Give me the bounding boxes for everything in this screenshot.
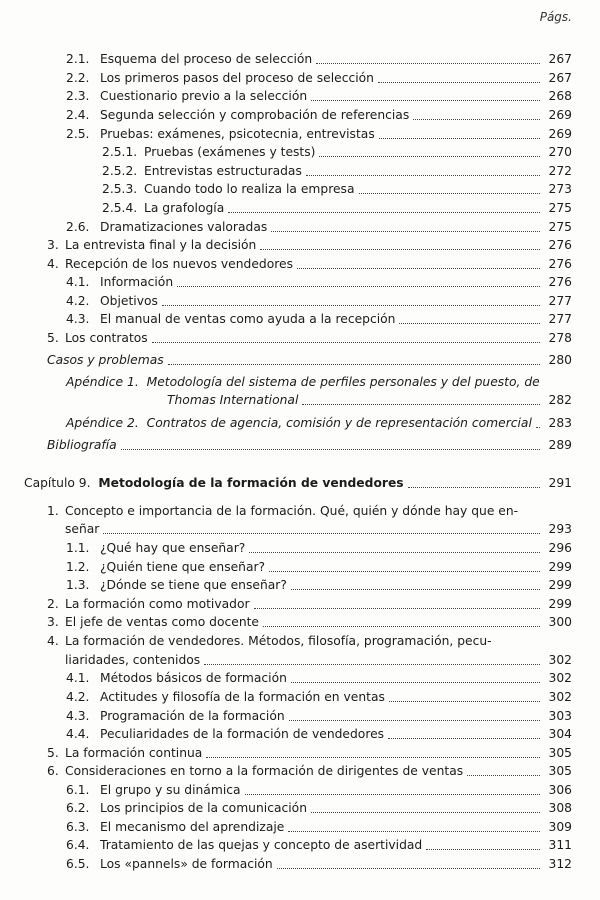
- toc-entry-number: 1.1.: [66, 541, 90, 555]
- toc-entry: [47, 353, 572, 368]
- dot-leader: [254, 607, 540, 609]
- toc-entry-title: Segunda selección y comprobación de referencias: [100, 108, 410, 122]
- toc-entry-page: 275: [548, 220, 572, 234]
- page-header-label: Págs.: [539, 10, 572, 24]
- dot-leader: [413, 118, 540, 120]
- toc-entry-page: 299: [548, 597, 572, 611]
- toc-entry-title: ¿Quién tiene que enseñar?: [100, 560, 266, 574]
- dot-leader: [388, 737, 540, 739]
- toc-entry-page: 276: [548, 257, 572, 271]
- toc-entry-title-continued: señar: [65, 522, 100, 536]
- toc-entry: [47, 764, 572, 779]
- toc-entry-title: Programación de la formación: [100, 709, 285, 723]
- toc-entry-number: 4.: [47, 634, 59, 648]
- toc-entry-page: 277: [548, 312, 572, 326]
- toc-entry: [66, 541, 572, 556]
- toc-entry-number: 1.: [47, 504, 59, 518]
- toc-entry: [66, 709, 572, 724]
- dot-leader: [311, 811, 540, 813]
- toc-entry-number: 5.: [47, 746, 59, 760]
- toc-entry-page: 302: [548, 690, 572, 704]
- dot-leader: [316, 62, 540, 64]
- toc-entry-page: 273: [548, 182, 572, 196]
- toc-entry-title: Actitudes y filosofía de la formación en ventas: [100, 690, 385, 704]
- toc-entry-title: Los «pannels» de formación: [100, 857, 273, 871]
- toc-entry-title: La grafología: [144, 201, 225, 215]
- dot-leader: [399, 322, 540, 324]
- dot-leader: [379, 137, 540, 139]
- toc-entry: [66, 71, 572, 86]
- toc-entry: [66, 838, 572, 853]
- toc-entry-title: Los contratos: [65, 331, 148, 345]
- toc-entry-title: Pruebas (exámenes y tests): [144, 145, 316, 159]
- toc-entry-number: 2.2.: [66, 71, 90, 85]
- toc-entry-page: 277: [548, 294, 572, 308]
- dot-leader: [536, 426, 540, 428]
- toc-entry: [66, 857, 572, 872]
- toc-entry: [47, 331, 572, 346]
- toc-entry-number: 2.5.1.: [102, 145, 138, 159]
- toc-entry: [66, 690, 572, 705]
- toc-entry-number: 4.2.: [66, 690, 90, 704]
- toc-entry-number: 2.5.4.: [102, 201, 138, 215]
- toc-entry-page: 306: [548, 783, 572, 797]
- toc-entry-page: 304: [548, 727, 572, 741]
- toc-entry: [66, 127, 572, 142]
- toc-entry-multiline: [47, 634, 492, 649]
- toc-entry-title: Cuestionario previo a la selección: [100, 89, 308, 103]
- dot-leader: [378, 81, 540, 83]
- toc-entry-title: Tratamiento de las quejas y concepto de asertividad: [100, 838, 423, 852]
- toc-entry-number: 6.2.: [66, 801, 90, 815]
- dot-leader: [271, 230, 540, 232]
- toc-entry-number: 2.5.2.: [102, 164, 138, 178]
- toc-entry-page: 267: [548, 71, 572, 85]
- dot-leader: [204, 663, 540, 665]
- toc-entry-number: 4.4.: [66, 727, 90, 741]
- toc-entry-page: 305: [548, 764, 572, 778]
- toc-entry-title: Peculiaridades de la formación de vendedores: [100, 727, 385, 741]
- toc-entry-title: Métodos básicos de formación: [100, 671, 287, 685]
- toc-entry: [102, 182, 572, 197]
- toc-entry-page: 267: [548, 52, 572, 66]
- toc-entry-title: El mecanismo del aprendizaje: [100, 820, 285, 834]
- toc-entry-page: 283: [548, 416, 572, 430]
- toc-entry-page: 296: [548, 541, 572, 555]
- toc-entry-number: 2.3.: [66, 89, 90, 103]
- toc-entry-page: 278: [548, 331, 572, 345]
- toc-entry-number: 5.: [47, 331, 59, 345]
- toc-entry: [47, 238, 572, 253]
- toc-entry-number: 6.4.: [66, 838, 90, 852]
- toc-entry-page: 269: [548, 108, 572, 122]
- toc-entry-page: 291: [548, 476, 572, 490]
- toc-entry: [102, 164, 572, 179]
- dot-leader: [426, 848, 540, 850]
- toc-entry: [66, 312, 572, 327]
- toc-entry-title-continued: Thomas International: [167, 393, 299, 407]
- toc-entry-title: Información: [100, 275, 174, 289]
- toc-entry-page: 303: [548, 709, 572, 723]
- toc-entry: [66, 108, 572, 123]
- toc-entry-number: 2.5.: [66, 127, 90, 141]
- dot-leader: [121, 448, 540, 450]
- toc-entry-title: El grupo y su dinámica: [100, 783, 241, 797]
- toc-entry-number: 1.2.: [66, 560, 90, 574]
- dot-leader: [162, 304, 540, 306]
- toc-entry-number: 2.5.3.: [102, 182, 138, 196]
- dot-leader: [319, 155, 540, 157]
- dot-leader: [168, 363, 540, 365]
- dot-leader: [291, 681, 540, 683]
- toc-entry-number: 4.3.: [66, 312, 90, 326]
- toc-entry-multiline: [47, 504, 518, 519]
- toc-entry: [66, 578, 572, 593]
- dot-leader: [288, 830, 540, 832]
- toc-entry-number: Capítulo 9.: [24, 476, 91, 490]
- toc-entry-number: 3.: [47, 615, 59, 629]
- toc-entry-number: 6.: [47, 764, 59, 778]
- toc-entry-page: 312: [548, 857, 572, 871]
- toc-entry-page: 280: [548, 353, 572, 367]
- toc-entry-page: 270: [548, 145, 572, 159]
- toc-entry-title: Dramatizaciones valoradas: [100, 220, 268, 234]
- toc-entry: [47, 746, 572, 761]
- toc-entry-title: Los principios de la comunicación: [100, 801, 307, 815]
- dot-leader: [245, 793, 540, 795]
- toc-entry-title: Esquema del proceso de selección: [100, 52, 313, 66]
- toc-entry: [66, 52, 572, 67]
- toc-entry-page: 308: [548, 801, 572, 815]
- dot-leader: [297, 267, 540, 269]
- toc-entry-number: 4.1.: [66, 671, 90, 685]
- toc-entry-number: 4.1.: [66, 275, 90, 289]
- toc-entry-page: 309: [548, 820, 572, 834]
- toc-entry: [66, 801, 572, 816]
- toc-entry-page: 300: [548, 615, 572, 629]
- toc-entry-page: 289: [548, 438, 572, 452]
- toc-entry-appendix-1: [66, 375, 540, 390]
- toc-entry: [66, 820, 572, 835]
- toc-entry: [102, 145, 572, 160]
- toc-entry-number: Apéndice 1.: [66, 375, 139, 389]
- toc-entry: [47, 615, 572, 630]
- toc-entry-number: 3.: [47, 238, 59, 252]
- toc-entry-page: 282: [548, 393, 572, 407]
- dot-leader: [269, 570, 540, 572]
- toc-entry-page: 276: [548, 238, 572, 252]
- toc-entry: [66, 560, 572, 575]
- toc-chapter-heading: [24, 476, 572, 491]
- dot-leader: [389, 700, 540, 702]
- toc-entry-page: 311: [548, 838, 572, 852]
- toc-entry-title: Contratos de agencia, comisión y de representación comercial: [146, 416, 532, 430]
- dot-leader: [103, 532, 540, 534]
- dot-leader: [289, 719, 540, 721]
- dot-leader: [177, 285, 540, 287]
- toc-entry-page: 302: [548, 671, 572, 685]
- toc-entry-title: Recepción de los nuevos vendedores: [65, 257, 293, 271]
- dot-leader: [249, 551, 540, 553]
- dot-leader: [206, 756, 540, 758]
- toc-entry-number: 6.3.: [66, 820, 90, 834]
- toc-entry-number: 2.: [47, 597, 59, 611]
- toc-entry-title: ¿Qué hay que enseñar?: [100, 541, 246, 555]
- toc-entry-number: Apéndice 2.: [66, 416, 139, 430]
- toc-entry-number: 2.4.: [66, 108, 90, 122]
- toc-entry: [66, 294, 572, 309]
- toc-entry-page: 272: [548, 164, 572, 178]
- dot-leader: [302, 403, 540, 405]
- toc-entry-page: 302: [548, 653, 572, 667]
- toc-entry-title: La entrevista final y la decisión: [65, 238, 257, 252]
- dot-leader: [152, 341, 540, 343]
- toc-entry-title: Metodología del sistema de perfiles personales y del puesto, de: [146, 375, 540, 389]
- toc-entry: [66, 89, 572, 104]
- toc-entry-title: Bibliografía: [47, 438, 117, 452]
- dot-leader: [291, 588, 540, 590]
- toc-entry-title: La formación como motivador: [65, 597, 250, 611]
- toc-entry-number: 2.1.: [66, 52, 90, 66]
- toc-entry-title: Los primeros pasos del proceso de selección: [100, 71, 374, 85]
- toc-entry-title: Concepto e importancia de la formación. Qué, quién y dónde hay que en-: [65, 504, 519, 518]
- toc-entry-page: 299: [548, 560, 572, 574]
- toc-entry-page: 293: [548, 522, 572, 536]
- dot-leader: [260, 248, 540, 250]
- toc-entry: [47, 257, 572, 272]
- toc-entry-page: 299: [548, 578, 572, 592]
- toc-entry-page: 276: [548, 275, 572, 289]
- toc-entry-title: Entrevistas estructuradas: [144, 164, 302, 178]
- toc-entry-title: La formación de vendedores. Métodos, filosofía, programación, pecu-: [65, 634, 492, 648]
- toc-entry-number: 4.2.: [66, 294, 90, 308]
- toc-entry-page: 268: [548, 89, 572, 103]
- toc-entry-title: Metodología de la formación de vendedores: [98, 476, 404, 490]
- toc-entry-number: 6.1.: [66, 783, 90, 797]
- toc-entry: [47, 597, 572, 612]
- dot-leader: [467, 774, 540, 776]
- dot-leader: [311, 99, 540, 101]
- toc-entry: [102, 201, 572, 216]
- toc-entry-title: Cuando todo lo realiza la empresa: [144, 182, 355, 196]
- toc-entry: [65, 522, 572, 537]
- dot-leader: [408, 486, 540, 488]
- toc-entry: [65, 653, 572, 668]
- toc-entry-number: 4.: [47, 257, 59, 271]
- toc-entry-number: 4.3.: [66, 709, 90, 723]
- dot-leader: [359, 192, 541, 194]
- toc-entry-number: 6.5.: [66, 857, 90, 871]
- toc-entry-page: 269: [548, 127, 572, 141]
- toc-entry-page: 305: [548, 746, 572, 760]
- toc-entry-page: 275: [548, 201, 572, 215]
- toc-entry: [66, 275, 572, 290]
- toc-entry-title: El jefe de ventas como docente: [65, 615, 260, 629]
- toc-entry-number: 2.6.: [66, 220, 90, 234]
- toc-entry: [47, 438, 572, 453]
- toc-entry-title: ¿Dónde se tiene que enseñar?: [100, 578, 287, 592]
- dot-leader: [277, 867, 540, 869]
- toc-entry: [66, 783, 572, 798]
- toc-entry-title: Casos y problemas: [47, 353, 164, 367]
- toc-entry-title: Objetivos: [100, 294, 158, 308]
- dot-leader: [306, 174, 540, 176]
- toc-entry-title: Pruebas: exámenes, psicotecnia, entrevistas: [100, 127, 375, 141]
- toc-entry: [66, 671, 572, 686]
- toc-entry-number: 1.3.: [66, 578, 90, 592]
- toc-entry-title: Consideraciones en torno a la formación de dirigentes de ventas: [65, 764, 464, 778]
- toc-entry: [66, 727, 572, 742]
- toc-entry-title-continued: liaridades, contenidos: [65, 653, 201, 667]
- toc-entry: [167, 393, 572, 408]
- toc-entry: [66, 416, 572, 431]
- toc-entry: [66, 220, 572, 235]
- dot-leader: [263, 625, 540, 627]
- toc-entry-title: La formación continua: [65, 746, 203, 760]
- dot-leader: [228, 211, 540, 213]
- toc-entry-title: El manual de ventas como ayuda a la recepción: [100, 312, 396, 326]
